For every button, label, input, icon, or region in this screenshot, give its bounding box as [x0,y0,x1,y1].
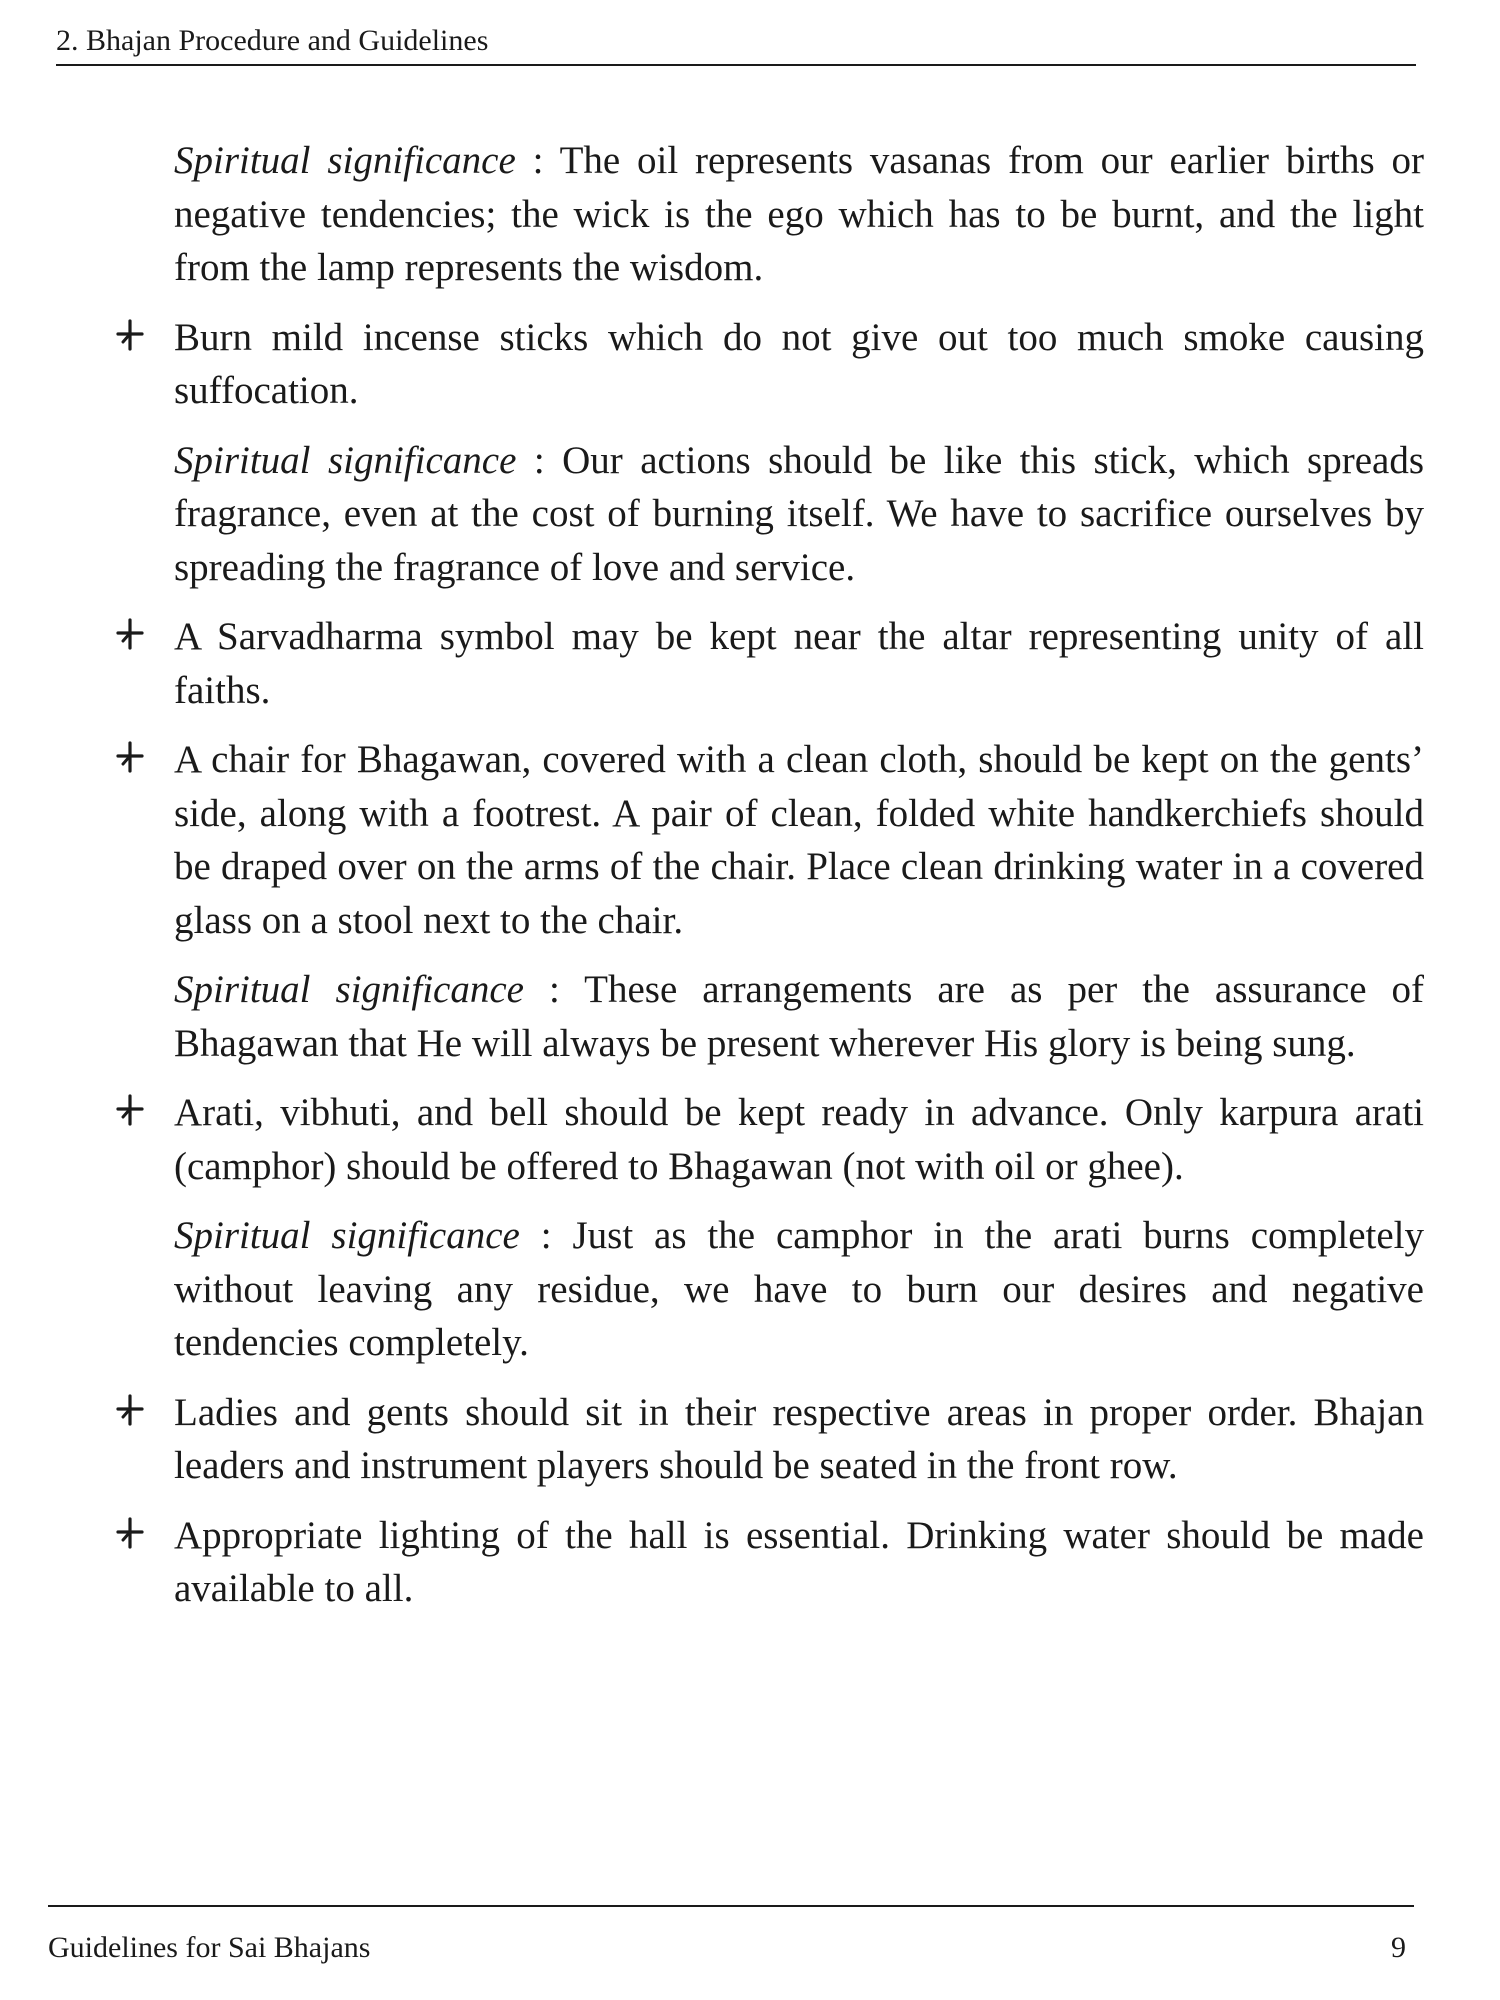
bullet-text: A Sarvadharma symbol may be kept near the altar representing unity of all faiths. [174,615,1424,712]
paragraph-text: Just as the camphor in the arati burns completely without leaving any residue, we have to burn our desires and negative tendencies completely. [174,1214,1424,1364]
footer-book-title: Guidelines for Sai Bhajans [48,1931,371,1964]
guideline-bullet [174,1509,1424,1616]
spiritual-significance-label: Spiritual significance [174,438,517,482]
bullet-text: Burn mild incense sticks which do not give out too much smoke causing suffocation. [174,315,1424,412]
spiritual-significance-label: Spiritual significance [174,1214,520,1257]
guideline-bullet [174,733,1424,947]
cross-bullet-icon [110,614,150,654]
cross-bullet-icon [110,737,150,777]
spiritual-significance-paragraph: Spiritual significance : The oil represents vasanas from our earlier births or negative tendencies; the wick is the ego which has to be burnt, and the light from the lamp represents the wisdom. [174,139,1425,289]
spiritual-significance-paragraph: Spiritual significance : These arrangements are as per the assurance of Bhagawan that He will always be present wherever His glory is being sung. [174,968,1424,1065]
spiritual-significance-label: Spiritual significance [174,139,516,182]
page-footer [48,1905,1414,1967]
page-number: 9 [1391,1931,1406,1964]
spiritual-significance-paragraph: Spiritual significance : Our actions should be like this stick, which spreads fragrance, even at the cost of burning itself. We have to sacrifice ourselves by spreading the fragrance of love and service. [174,438,1425,589]
bullet-text: Arati, vibhuti, and bell should be kept ready in advance. Only karpura arati (camphor) should be offered to Bhagawan (not with oil or ghee). [174,1091,1424,1188]
spiritual-significance-paragraph: Spiritual significance : Just as the camphor in the arati burns completely without leaving any residue, we have to burn our desires and negative tendencies completely. [174,1214,1424,1364]
page-body [108,134,1424,1632]
guideline-bullet [174,1086,1424,1193]
running-header: 2. Bhajan Procedure and Guidelines [56,22,1416,66]
guideline-bullet [174,610,1424,717]
paragraph-text: These arrangements are as per the assurance of Bhagawan that He will always be present wherever His glory is being sung. [174,968,1424,1065]
cross-bullet-icon [110,1390,150,1430]
bullet-text: Ladies and gents should sit in their respective areas in proper order. Bhajan leaders and instrument players should be seated in the front row. [174,1390,1424,1487]
guideline-bullet [174,1386,1424,1493]
paragraph-text: The oil represents vasanas from our earlier births or negative tendencies; the wick is the ego which has to be burnt, and the light from the lamp represents the wisdom. [174,139,1425,289]
cross-bullet-icon [110,1513,150,1553]
cross-bullet-icon [110,315,150,355]
bullet-text: A chair for Bhagawan, covered with a clean cloth, should be kept on the gents’ side, along with a footrest. A pair of clean, folded white handkerchiefs should be draped over on the arms of the chair. Place clean drinking water in a covered glass on a stool next to the chair. [174,738,1424,942]
paragraph-text: Our actions should be like this stick, which spreads fragrance, even at the cost of burning itself. We have to sacrifice ourselves by spreading the fragrance of love and service. [174,438,1425,589]
guideline-bullet [174,311,1424,418]
spiritual-significance-label: Spiritual significance [174,968,524,1011]
bullet-text: Appropriate lighting of the hall is essential. Drinking water should be made available to all. [174,1513,1424,1610]
cross-bullet-icon [110,1090,150,1130]
